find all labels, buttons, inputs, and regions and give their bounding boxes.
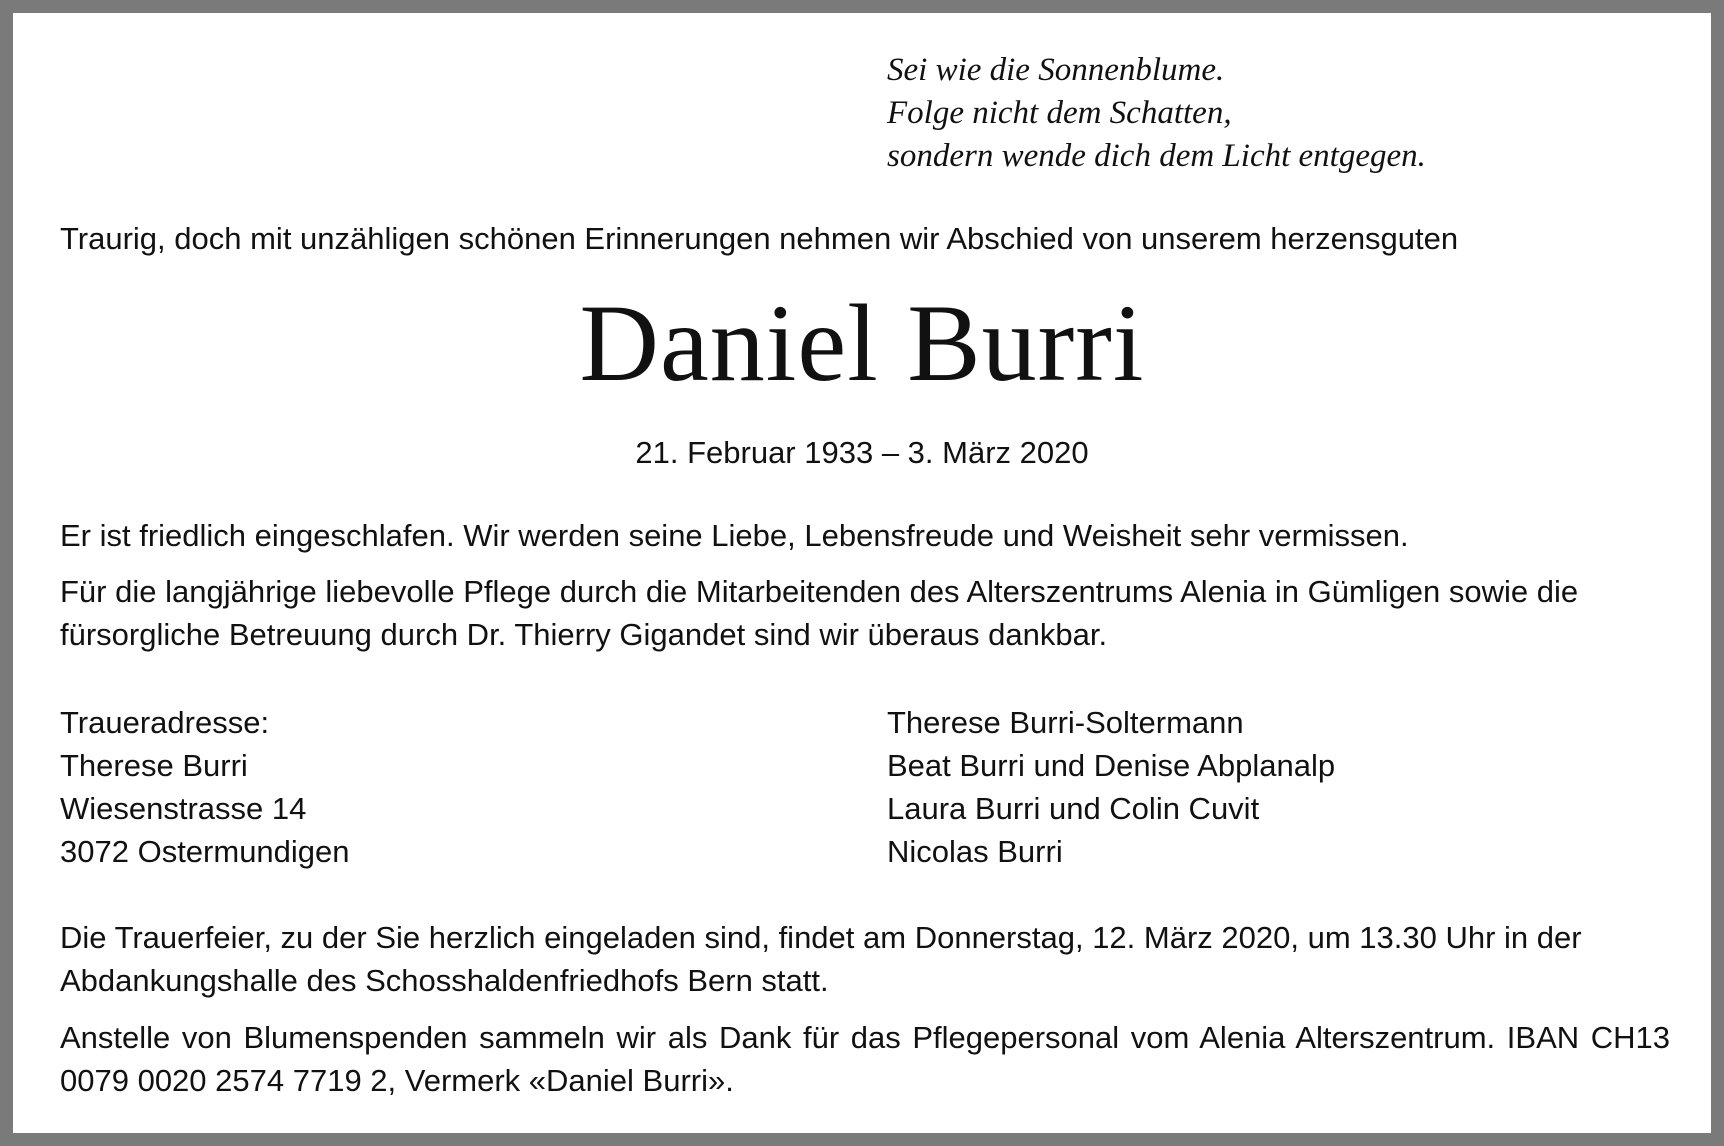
deceased-name: Daniel Burri (579, 282, 1145, 404)
motto-line: Sei wie die Sonnenblume. (887, 52, 1225, 88)
family-list (887, 701, 1335, 873)
family-member: Beat Burri und Denise Abplanalp (887, 748, 1336, 783)
family-member: Therese Burri-Soltermann (887, 705, 1244, 740)
address-line: 3072 Ostermundigen (60, 834, 350, 869)
paragraph-ceremony: Die Trauerfeier, zu der Sie herzlich eingeladen sind, findet am Donnerstag, 12. März 2020, um 13.30 Uhr in der Abdankungshalle des Schosshaldenfriedhofs Bern statt. (60, 920, 1582, 998)
intro-text: Traurig, doch mit unzähligen schönen Erinnerungen nehmen wir Abschied von unserem herzensguten (60, 221, 1459, 256)
paragraph-farewell: Er ist friedlich eingeschlafen. Wir werden seine Liebe, Lebensfreude und Weisheit sehr vermissen. (60, 518, 1409, 553)
paragraph-thanks: Für die langjährige liebevolle Pflege durch die Mitarbeitenden des Alterszentrums Alenia in Gümligen sowie die fürsorgliche Betreuung durch Dr. Thierry Gigandet sind wir überaus dankbar. (60, 574, 1579, 652)
paragraph-donation: Anstelle von Blumenspenden sammeln wir als Dank für das Pflegepersonal vom Alenia Alterszentrum. IBAN CH13 0079 0020 2574 7719 2, Vermerk «Daniel Burri». (60, 1020, 1670, 1098)
life-dates: 21. Februar 1933 – 3. März 2020 (635, 435, 1089, 470)
obituary-notice (13, 13, 1711, 1133)
address-line: Therese Burri (60, 748, 248, 783)
mourning-address (60, 701, 350, 873)
motto-quote (887, 49, 1426, 178)
address-line: Traueradresse: (60, 705, 270, 740)
address-line: Wiesenstrasse 14 (60, 791, 307, 826)
family-member: Laura Burri und Colin Cuvit (887, 791, 1260, 826)
motto-line: sondern wende dich dem Licht entgegen. (887, 138, 1426, 174)
motto-line: Folge nicht dem Schatten, (887, 95, 1232, 131)
family-member: Nicolas Burri (887, 834, 1063, 869)
